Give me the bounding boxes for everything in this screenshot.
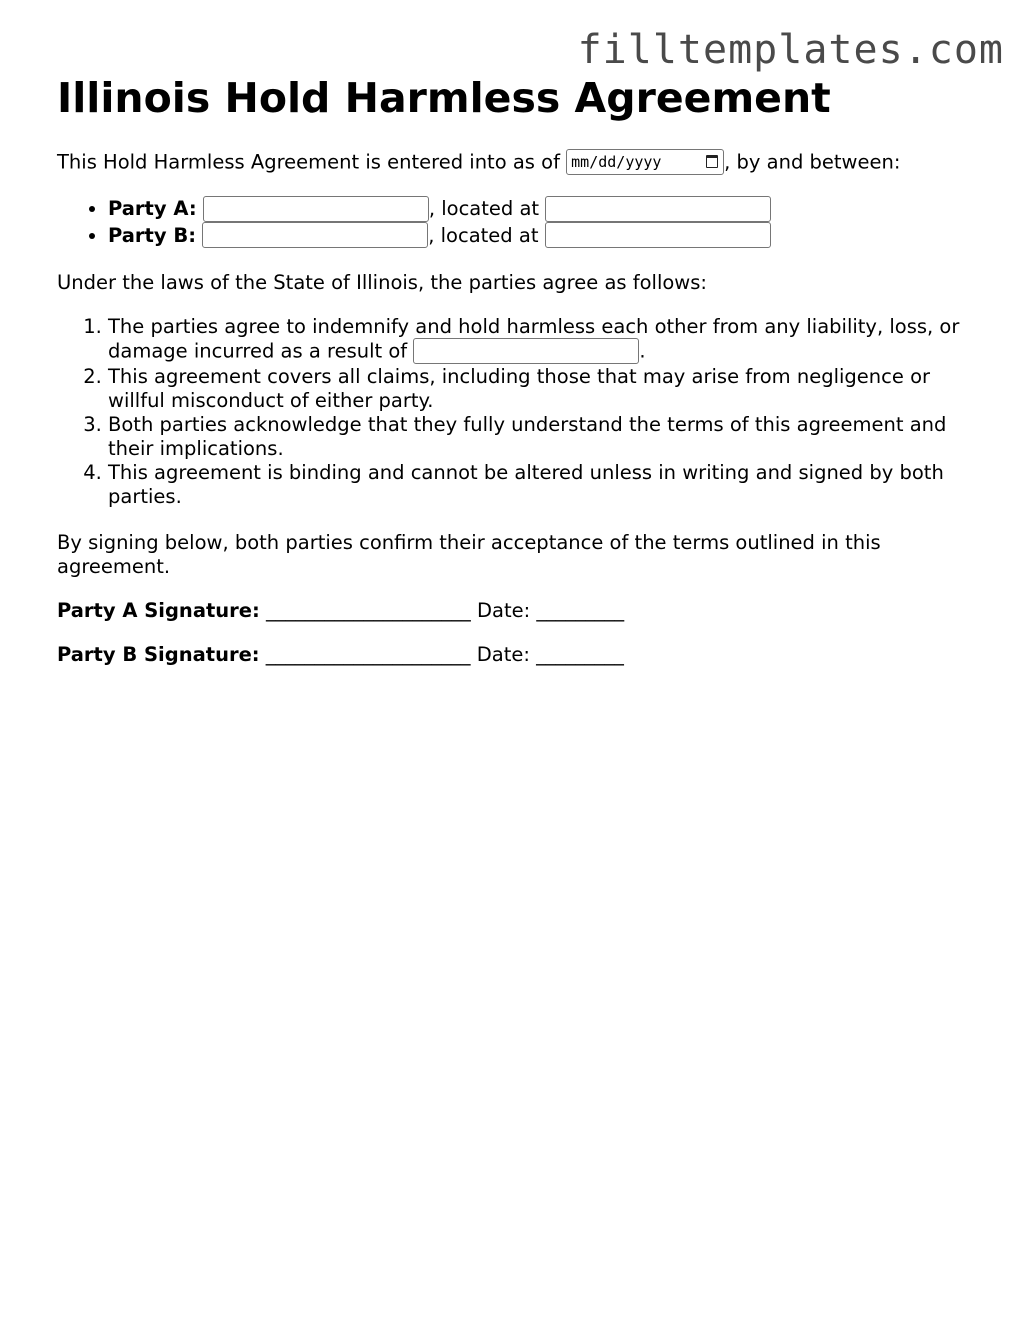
agreement-date-input[interactable]	[566, 149, 724, 175]
list-item: 3. Both parties acknowledge that they fully understand the terms of this agreement and their implications.	[108, 413, 987, 461]
intro-suffix: , by and between:	[724, 150, 901, 174]
party-b-date-label: Date:	[476, 643, 530, 666]
list-item	[108, 315, 987, 365]
closing-paragraph: By signing below, both parties confirm their acceptance of the terms outlined in this agreement.	[57, 531, 881, 578]
intro-paragraph	[57, 150, 987, 176]
party-a-name-input[interactable]	[203, 196, 429, 222]
party-a-signature-line	[57, 599, 987, 623]
intro-text: This Hold Harmless Agreement is entered into as of	[57, 150, 560, 174]
party-b-signature-label: Party B Signature:	[57, 643, 260, 666]
calendar-icon[interactable]	[706, 155, 718, 168]
party-b-signature-line	[57, 643, 987, 667]
list-item: 4. This agreement is binding and cannot be altered unless in writing and signed by both parties.	[108, 461, 987, 509]
list-item	[108, 223, 987, 250]
party-a-date-label: Date:	[476, 599, 531, 622]
watermark: filltemplates.com	[577, 27, 1004, 73]
term-1-period: .	[639, 339, 646, 363]
term-1-text: The parties agree to indemnify and hold harmless each other from any liability, loss, or damage incurred as a result of	[108, 315, 960, 363]
list-item	[108, 196, 987, 223]
laws-paragraph: Under the laws of the State of Illinois, the parties agree as follows:	[57, 271, 707, 294]
terms-list	[57, 315, 987, 509]
party-b-signature-blank: _____________________	[265, 643, 471, 666]
party-b-address-input[interactable]	[545, 222, 771, 248]
party-b-located-text: , located at	[428, 223, 539, 247]
list-item: 2. This agreement covers all claims, including those that may arise from negligence or willful misconduct of either party.	[108, 365, 987, 413]
date-placeholder: mm/dd/yyyy	[571, 153, 662, 171]
incident-cause-input[interactable]	[413, 338, 639, 364]
party-a-signature-label: Party A Signature:	[57, 599, 260, 622]
page-title: Illinois Hold Harmless Agreement	[57, 74, 831, 122]
party-b-label: Party B:	[108, 223, 197, 247]
party-b-date-blank: _________	[536, 643, 624, 666]
party-a-located-text: , located at	[428, 197, 540, 220]
party-a-date-blank: _________	[536, 599, 625, 622]
party-a-address-input[interactable]	[545, 196, 771, 222]
party-b-name-input[interactable]	[202, 222, 428, 248]
party-a-signature-blank: _____________________	[266, 599, 471, 622]
document-body	[57, 72, 987, 667]
parties-list	[57, 196, 987, 249]
party-a-label: Party A:	[108, 197, 197, 220]
